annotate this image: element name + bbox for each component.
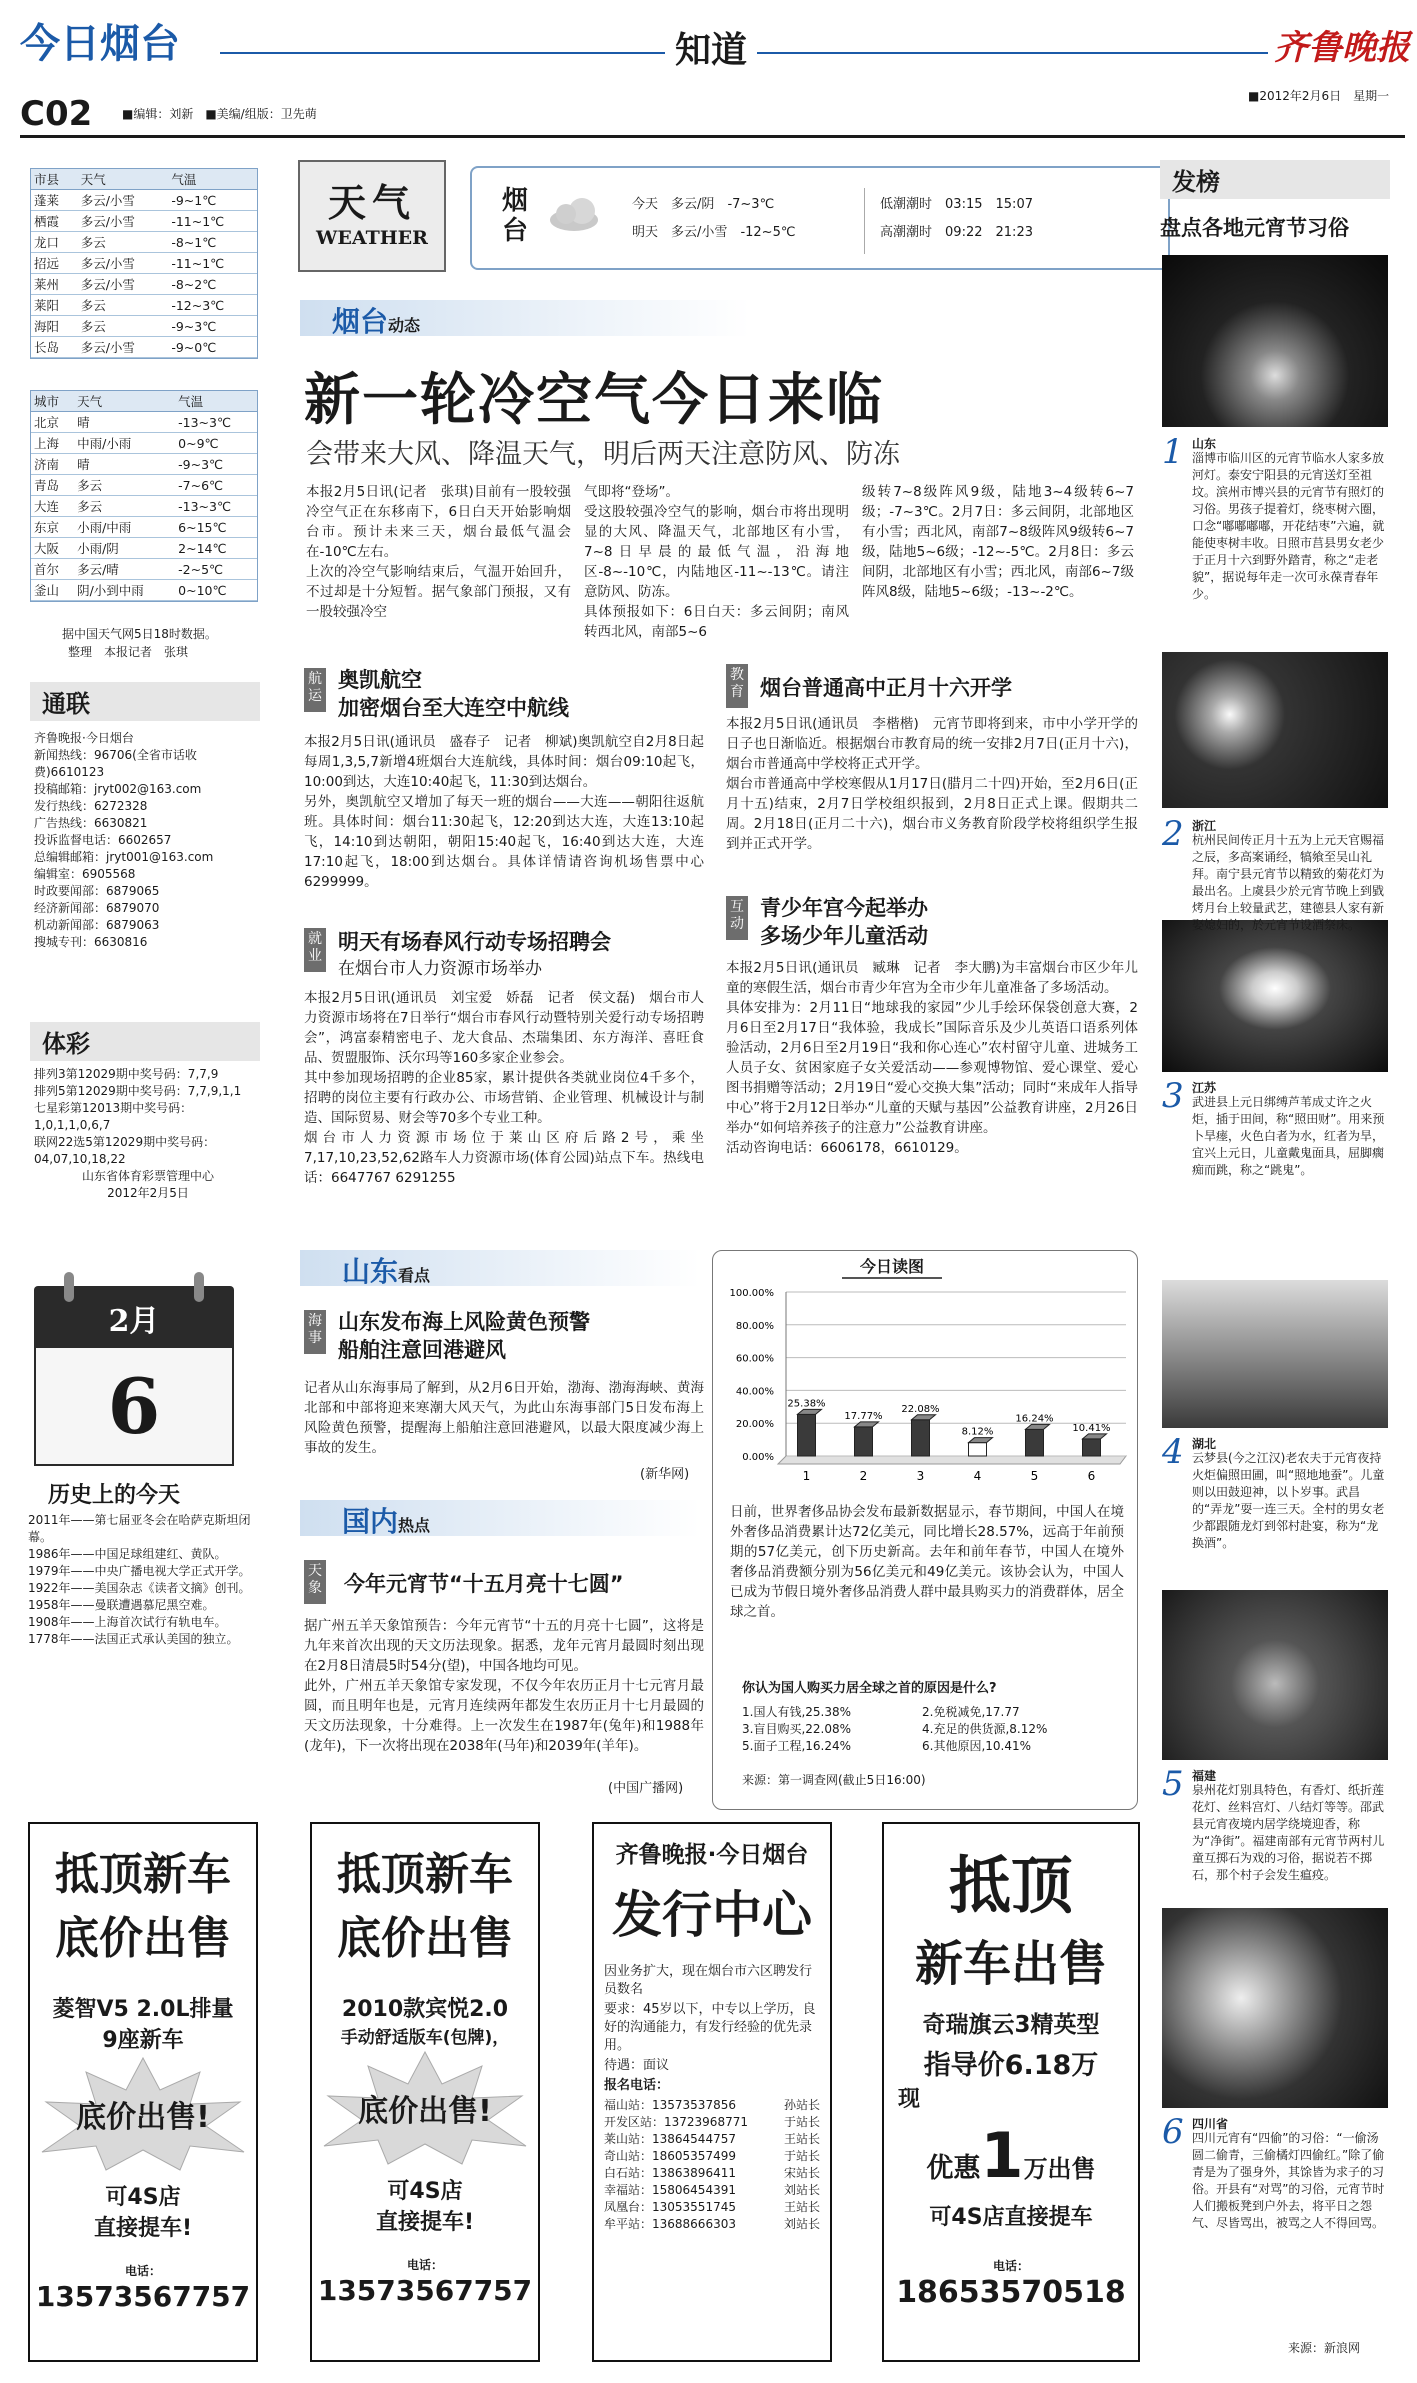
weather-city-table [30,168,258,359]
ad-requirements: 要求：45岁以下，中专以上学历，良好的沟通能力，有发行经验的优先录用。 [604,2002,816,2053]
poll-option: 6.其他原因,10.41% [922,1739,1032,1753]
weather-panel: 烟台 今天 多云/阴 -7~3℃ 明天 多云/小雪 -12~5℃ 低潮潮时 03:15 15:07 高潮潮时 09:22 21:23 [470,166,1170,270]
job-body: 本报2月5日讯(通讯员 刘宝爱 娇磊 记者 侯文磊) 烟台市人力资源市场将在7日举行“烟台市春风行动暨特别关爱行动专场招聘会”，鸿富泰精密电子、龙大食品、杰瑞集团、东方海洋、喜旺食品、贺盟服饰、沃尔玛等160多家企业参会。 其中参加现场招聘的企业85家，累计提供各类就业岗位4千多个，招聘的岗位主要有行政办公、市场营销、企业管理、机械设计与制造、国际贸易、财会等70多个专业工种。 烟台市人力资源市场位于莱山区府后路2号，乘坐7,17,10,23,52,62路车人力资源市场(体育公园)站点下车。热线电话：6647767 6291255 [304,990,704,1186]
ad-distribution[interactable] [592,1822,832,2362]
aviation-body: 本报2月5日讯(通讯员 盛春子 记者 柳斌)奥凯航空自2月8日起每周1,3,5,7新增4班烟台大连航线，具体时间：烟台09:10起飞，10:00到达，大连10:40起飞，11:30到达烟台。 另外，奥凯航空又增加了每天一班的烟台——大连——朝阳往返航班。具体时间：烟台11:30起飞，12:20到达大连，大连13:10起飞，14:10到达朝阳，朝阳15:40起飞，16:40到达大连，大连17:10起飞，18:00到达烟台。具体详情请咨询机场售票中心6299999。 [304,734,704,890]
calendar-widget [34,1272,234,1468]
photo-4 [1162,1280,1388,1428]
photo-3 [1162,920,1388,1072]
burst-badge [312,2048,538,2166]
chart-title: 今日读图 [842,1254,942,1279]
section-title: 知道 [665,22,757,73]
lottery-title: 体彩 [30,1022,260,1061]
table-row: 东京 小雨/中雨 6~15℃ [31,517,257,538]
chart-data-label: 17.77% [844,1410,883,1422]
item-number: 6 [1162,2112,1184,2152]
aviation-title-2: 加密烟台至大连空中航线 [338,696,569,720]
custom-item-2 [1162,814,1390,932]
contact-line: 编辑室：6905568 [34,867,136,881]
photo-2 [1162,652,1388,808]
section-shandong-a: 山东 [342,1255,399,1288]
ad-line: 抵顶新车 [337,1849,513,1900]
fabang-source: 来源：新浪网 [1288,2341,1361,2355]
table-row: 龙口 多云 -8~1℃ [31,232,257,253]
ad-line: 新车出售 [914,1936,1107,1992]
col-header: 气温 [168,169,257,190]
ad-intro: 因业务扩大，现在烟台市六区聘发行员数名 [604,1964,813,1997]
table-row: 海阳 多云 -9~3℃ [31,316,257,337]
chart-bar-top [969,1438,993,1443]
fabang-subtitle: 盘点各地元宵节习俗 [1160,216,1349,240]
chart-data-label: 10.41% [1072,1422,1111,1434]
tomorrow-label: 明天 [632,225,659,240]
station-row: 莱山站：13864544757 王站长 [604,2132,820,2146]
brand-logo: 齐鲁晚报 [1268,20,1410,69]
col-header: 天气 [74,391,175,412]
history-item: 1778年——法国正式承认美国的独立。 [28,1632,239,1646]
contacts-title: 通联 [30,682,260,721]
lead-col1: 本报2月5日讯(记者 张琪)目前有一股较强冷空气正在东移南下，6日白天开始影响烟台市。预计未来三天，烟台最低气温会在-10℃左右。 上次的冷空气影响结束后，气温开始回升，不过却是十分短暂。据气象部门预报，又有一股较强冷空 [306,484,571,620]
item-province: 浙江 [1192,819,1217,833]
poll-option: 1.国人有钱,25.38% [742,1705,852,1719]
table-row: 首尔 多云/晴 -2~5℃ [31,559,257,580]
table-row: 济南 晴 -9~3℃ [31,454,257,475]
weather-source: 据中国天气网5日18时数据。 [62,627,217,641]
item-number: 4 [1162,1432,1184,1472]
custom-item-6 [1162,2112,1390,2334]
station-row: 幸福站：15806454391 刘站长 [604,2183,820,2197]
photo-5 [1162,1590,1388,1760]
chart-bar [798,1414,816,1456]
table-row: 大阪 小雨/阴 2~14℃ [31,538,257,559]
lead-col2: 气即将“登场”。 受这股较强冷空气的影响，烟台市将出现明显的大风、降温天气，北部地区有小雪，7~8日早晨的最低气温，沿海地区-8~-10℃，内陆地区-11~-13℃。请注意防风、防冻。 具体预报如下：6日白天：多云间阴；南风转西北风，南部5~6 [584,484,849,640]
sea-source: (新华网) [640,1467,690,1482]
job-title-1: 明天有场春风行动专场招聘会 [338,930,611,954]
history-item: 1908年——上海首次试行有轨电车。 [28,1615,227,1629]
edu-body: 本报2月5日讯(通讯员 李楷楷) 元宵节即将到来，市中小学开学的日子也日渐临近。根据烟台市教育局的统一安排2月7日(正月十六)，烟台市普通高中学校将正式开学。 烟台市普通高中学校寒假从1月17日(腊月二十四)开始，至2月6日(正月十五)结束，2月7日学校组织报到，2月8日正式上课。假期共二周。2月18日(正月二十六)，烟台市义务教育阶段学校将组织学生报到并正式开学。 [726,716,1138,852]
item-province: 江苏 [1192,1081,1217,1095]
weather-credit: 整理 本报记者 张琪 [68,645,189,659]
ad-line: 抵顶新车 [55,1849,231,1900]
custom-item-1 [1162,432,1390,638]
lottery-line: 联网22选5第12029期中奖号码：04,07,10,18,22 [34,1135,216,1166]
ad-line: 9座新车 [102,2028,184,2053]
ad-tel-label: 电话： [124,2264,161,2278]
chart-data-label: 22.08% [901,1403,940,1415]
chart-bar [1026,1429,1044,1456]
today-temp: -7~3℃ [727,197,775,212]
section-yantai-b: 动态 [388,316,421,335]
tag-interactive: 互动 [726,896,748,940]
table-row: 釜山 阴/小到中雨 0~10℃ [31,580,257,601]
station-row: 奇山站：18605357499 于站长 [604,2149,820,2163]
history-item: 1958年——曼联遭遇慕尼黑空难。 [28,1598,215,1612]
weather-label-en: WEATHER [316,227,428,249]
col-header: 市县 [31,169,78,190]
tomorrow-weather: 多云/小雪 [671,225,728,240]
station-row: 凤凰台：13053551745 王站长 [604,2200,820,2214]
chart-y-tick: 80.00% [735,1320,774,1332]
lottery-line: 七星彩第12013期中奖号码：1,0,1,1,0,6,7 [34,1101,193,1132]
table-row: 长岛 多云/小雪 -9~0℃ [31,337,257,358]
item-province: 四川省 [1192,2117,1229,2131]
calendar-day: 6 [107,1362,161,1451]
contact-line: 时政要闻部：6879065 [34,884,160,898]
ad-line: 手动舒适版车(包牌)， [340,2028,510,2048]
top-rule [20,135,1405,138]
item-number: 5 [1162,1764,1184,1804]
cloud-icon [546,196,610,232]
section-guonei [300,1500,700,1536]
station-row: 福山站：13573537856 孙站长 [604,2098,820,2112]
ad-line: 可4S店直接提车 [929,2205,1093,2230]
weather-label-cn: 天气 [327,180,416,225]
station-row: 白石站：13863896411 宋站长 [604,2166,820,2180]
sea-title-1: 山东发布海上风险黄色预警 [338,1310,590,1334]
tag-job: 就业 [304,928,326,972]
lottery-list [34,1066,262,1202]
ad-line: 底价出售 [337,1913,513,1964]
item-text: 云梦县(今之江汉)老农夫于元宵夜持火炬偏照田圃，叫“照地地蚕”。儿童则以田鼓迎神，以卜岁事。武昌的“弄龙”耍一连三天。全村的男女老少都跟随龙灯到邻村赴宴，称为“龙换酒”。 [1192,1451,1385,1550]
contact-line: 投稿邮箱：jryt002@163.com [34,782,202,796]
ad-line: 可4S店 [387,2179,463,2204]
history-item: 1979年——中央广播电视大学正式开学。 [28,1564,251,1578]
edu-title: 烟台普通高中正月十六开学 [760,676,1012,700]
col-header: 气温 [175,391,257,412]
table-row: 莱阳 多云 -12~3℃ [31,295,257,316]
photo-1 [1162,255,1388,427]
poll-question: 你认为国人购买力居全球之首的原因是什么? [742,1681,997,1696]
section-guonei-a: 国内 [342,1505,399,1538]
ad-line: 2010款宾悦2.0 [341,1997,509,2022]
ad-distribution-title: 齐鲁晚报·今日烟台 [615,1842,809,1868]
title-rule [220,52,1320,54]
chart-x-tick: 2 [859,1469,868,1483]
contact-line: 投诉监督电话：6602657 [34,833,172,847]
contact-line: 搜城专刊：6630816 [34,935,148,949]
table-row: 莱州 多云/小雪 -8~2℃ [31,274,257,295]
ad-tel-label: 电话： [406,2258,443,2272]
item-province: 福建 [1192,1769,1217,1783]
ad-car-3[interactable] [882,1822,1140,2362]
lottery-line: 排列3第12029期中奖号码：7,7,9 [34,1067,219,1081]
section-shandong [300,1250,700,1286]
masthead [0,0,1417,134]
tag-education: 教育 [726,664,748,708]
weather-nation-table [30,390,258,602]
item-number: 2 [1162,814,1184,854]
table-row: 青岛 多云 -7~6℃ [31,475,257,496]
item-text: 杭州民间传正月十五为上元天官赐福之辰，多高案诵经，犒飨至吴山礼拜。南宁县元宵节以精致的菊花灯为最出名。上虞县少於元宵节晚上到戥烤月台上较量武艺，建德县人家有新娶媳妇的，於元宵节设酒祭床。 [1192,833,1385,932]
table-row: 招远 多云/小雪 -11~1℃ [31,253,257,274]
chart-y-tick: 40.00% [735,1386,774,1398]
chart-bar-top [1083,1434,1107,1439]
chart-bar [1083,1439,1101,1456]
section-yantai-a: 烟台 [332,305,389,338]
item-text: 四川元宵有“四偷”的习俗：“一偷汤圆二偷青，三偷橘灯四偷红。”除了偷青是为了强身外，其馀皆为求子的习俗。开县有“对骂”的习俗，元宵节时人们搬板凳到户外去，将平日之怨气、尽皆骂出，被骂之人不得回骂。 [1192,2131,1385,2230]
ad-line: 现 [898,2087,921,2112]
lottery-date: 2012年2月5日 [107,1186,189,1200]
astro-source: (中国广播网) [608,1781,684,1796]
today-label: 今天 [632,197,659,212]
section-yantai [300,300,750,336]
ad-line: 底价出售 [55,1913,231,1964]
custom-item-3 [1162,1076,1390,1290]
chart-x-tick: 5 [1030,1469,1039,1483]
astro-body: 据广州五羊天象馆预告：今年元宵节“十五的月亮十七圆”，这将是九年来首次出现的天文历法现象。据悉，龙年元宵月最圆时刻出现在2月8日清晨5时54分(望)，中国各地均可见。 此外，广州五羊天象馆专家发现，不仅今年农历正月十七元宵月最圆，而且明年也是，元宵月连续两年都发生农历正月十七月最圆的天文历法现象，十分难得。上一次发生在1987年(兔年)和1988年(龙年)，下一次将出现在2038年(马年)和2039年(羊年)。 [304,1618,704,1754]
table-row: 蓬莱 多云/小雪 -9~1℃ [31,190,257,211]
ad-phone: 13573567757 [317,2274,533,2307]
history-item: 2011年——第七届亚冬会在哈萨克斯坦闭幕。 [28,1513,251,1544]
act-title-2: 多场少年儿童活动 [760,924,928,948]
history-item: 1922年——美国杂志《读者文摘》创刊。 [28,1581,251,1595]
chart-bar-top [855,1422,879,1427]
page-number: C02 [20,94,93,134]
aviation-title-1: 奥凯航空 [338,668,422,692]
section-shandong-b: 看点 [398,1266,431,1285]
chart-bar [855,1427,873,1456]
chart-x-tick: 3 [916,1469,925,1483]
lottery-org: 山东省体育彩票管理中心 [81,1169,214,1183]
ad-car-2[interactable] [310,1822,540,2362]
item-text: 泉州花灯别具特色，有香灯、纸折莲花灯、丝料宫灯、八结灯等等。邵武县元宵夜境内居学绕境迎香，称为“净街”。福建南部有元宵节两村儿童互掷石为戏的习俗，据说若不掷石，那个村子会发生瘟疫。 [1192,1783,1385,1882]
lead-subhead: 会带来大风、降温天气，明后两天注意防风、防冻 [306,439,900,470]
poll-option: 3.盲目购买,22.08% [742,1722,852,1736]
chart-svg [716,1278,1134,1498]
contact-line: 机动新闻部：6879063 [34,918,160,932]
chart-y-tick: 60.00% [735,1353,774,1365]
contact-line: 新闻热线：96706(全省市话收费)6610123 [34,748,197,779]
tide-low: 低潮潮时 [880,197,933,212]
item-province: 山东 [1192,437,1217,451]
contact-line: 广告热线：6630821 [34,816,148,830]
tag-maritime: 海事 [304,1310,326,1354]
editors: ■编辑：刘新 ■美编/组版：卫先萌 [122,107,317,121]
ad-distribution-headline: 发行中心 [612,1886,812,1944]
region-title: 今日烟台 [20,21,180,67]
ad-line: 抵顶 [948,1849,1073,1922]
ad-line: 菱智V5 2.0L排量 [52,1997,234,2022]
chart-bar-top [1026,1424,1050,1429]
custom-item-5 [1162,1764,1390,1918]
section-guonei-b: 热点 [398,1516,431,1535]
ad-burst-text: 底价出售! [358,2094,492,2129]
table-row: 上海 中雨/小雨 0~9℃ [31,433,257,454]
custom-item-4 [1162,1432,1390,1600]
ad-discount: 优惠1万出售 [926,2119,1096,2192]
poll-option: 2.免税减免,17.77 [922,1705,1020,1719]
tide-high: 高潮潮时 [880,225,933,240]
lead-col3: 级转7~8级阵风9级，陆地3~4级转6~7级；-7~3℃。2月7日：多云间阴，北部地区有小雪；西北风，南部7~8级阵风9级转6~7级，陆地5~6级；-12~-5℃。2月8日：多云间阴，北部地区有小雪；西北风，南部6~7级阵风8级，陆地5~6级；-13~-2℃。 [862,484,1134,600]
chart-floor [778,1456,1126,1464]
contacts-list [34,730,264,951]
tomorrow-temp: -12~5℃ [740,225,796,240]
poll-options [742,1704,1122,1755]
tag-aviation: 航运 [304,668,326,712]
table-row: 北京 晴 -13~3℃ [31,412,257,433]
history-list [28,1512,260,1648]
ad-pay: 待遇：面议 [604,2058,670,2073]
ad-phone: 13573567757 [35,2280,251,2313]
sea-title-2: 船舶注意回港避风 [338,1338,506,1362]
col-header: 城市 [31,391,74,412]
ad-line: 可4S店 [105,2185,181,2210]
item-number: 3 [1162,1076,1184,1116]
item-text: 武进县上元日绑缚芦苇成丈许之火炬，插于田间，称“照田财”。用来预卜旱瘗，火色白者为水，红者为旱，宜兴上元日，儿童戴鬼面具，屈脚瘸痴而跳，称之“跳鬼”。 [1192,1095,1385,1177]
chart-bar-top [798,1409,822,1414]
photo-6 [1162,1908,1388,2108]
date: ■2012年2月6日 星期一 [1248,89,1390,103]
ad-phone: 18653570518 [896,2275,1126,2310]
fabang-title: 发榜 [1160,160,1390,199]
ad-car-1[interactable] [28,1822,258,2362]
astro-title: 今年元宵节“十五月亮十七圆” [344,1572,624,1596]
station-row: 牟平站：13688666303 刘站长 [604,2217,820,2231]
chart-data-label: 16.24% [1015,1413,1054,1425]
contact-line: 经济新闻部：6879070 [34,901,160,915]
contact-line: 总编辑邮箱：jryt001@163.com [34,850,214,864]
ad-tel-title: 报名电话： [604,2078,670,2093]
chart-bar [969,1443,987,1456]
weather-city: 烟台 [502,186,529,246]
chart-data-label: 8.12% [961,1426,994,1438]
act-body: 本报2月5日讯(通讯员 臧琳 记者 李大鹏)为丰富烟台市区少年儿童的寒假生活，烟台市青少年宫为全市少年儿童准备了多场活动。 具体安排为：2月11日“地球我的家园”少儿手绘环保袋创意大赛，2月6日至2月17日“我体验，我成长”国际音乐及少儿英语口语系列体验活动，2月6日至2月19日“我和你心连心”农村留守儿童、进城务工人员子女、贫困家庭子女关爱活动——参观博物馆、爱心课堂、爱心图书捐赠等活动；2月19日“爱心交换大集”活动；同时“来成年人指导中心”将于2月12日举办“儿童的天赋与基因”公益教育讲座，2月26日举办“如何培养孩子的注意力”公益教育讲座。 活动咨询电话：6606178，6610129。 [726,960,1138,1156]
ad-line: 指导价6.18万 [923,2050,1099,2081]
station-row: 开发区站：13723968771 于站长 [604,2115,820,2129]
sea-body: 记者从山东海事局了解到，从2月6日开始，渤海、渤海海峡、黄海北部和中部将迎来寒潮大风天气，为此山东海事部门5日发布海上风险黄色预警，提醒海上船舶注意回港避风，以最大限度减少海上事故的发生。 [304,1380,704,1456]
lottery-line: 排列5第12029期中奖号码：7,7,9,1,1 [34,1084,242,1098]
ad-line: 奇瑞旗云3精英型 [922,2012,1100,2038]
calendar-month: 2月 [108,1304,160,1339]
job-title-2: 在烟台市人力资源市场举办 [338,959,542,979]
poll-option: 4.充足的供货源,8.12% [922,1722,1048,1736]
item-text: 淄博市临川区的元宵节临水人家多放河灯。泰安宁阳县的元宵送灯至祖坟。滨州市博兴县的元宵节有照灯的习俗。男孩子提着灯，绕枣树六圈，口念“嘟嘟嘟嘟，开花结枣”六遍，就能使枣树丰收。日照市莒县男女老少于正月十六到野外踏青，称之“走老貌”，据说每年走一次可永葆青春年少。 [1192,451,1385,601]
chart-x-tick: 4 [973,1469,982,1483]
chart-paragraph: 日前，世界奢侈品协会发布最新数据显示，春节期间，中国人在境外奢侈品消费累计达72亿美元，同比增长28.57%，远高于年前预期的57亿美元，创下历史新高。去年和前年春节，中国人在境外奢侈品消费额分别为56亿美元和49亿美元。该协会认为，中国人已成为节假日境外奢侈品消费人群中最具购买力的消费群体，居全球之首。 [730,1504,1124,1620]
ad-tel-label: 电话： [992,2259,1029,2273]
tag-astronomy: 天象 [304,1560,326,1604]
chart-bar [912,1420,930,1456]
contact-line: 发行热线：6272328 [34,799,148,813]
ad-burst-text: 底价出售! [76,2100,210,2135]
ad-line: 直接提车! [375,2210,475,2235]
tide-divider [864,188,865,254]
chart-x-tick: 6 [1087,1469,1096,1483]
ad-line: 直接提车! [93,2216,193,2241]
table-row: 大连 多云 -13~3℃ [31,496,257,517]
chart-bar-top [912,1415,936,1420]
contact-line: 齐鲁晚报·今日烟台 [34,731,134,745]
chart-x-tick: 1 [802,1469,811,1483]
chart-y-tick: 20.00% [735,1419,774,1431]
today-weather: 多云/阴 [671,197,715,212]
item-province: 湖北 [1192,1437,1217,1451]
lead-headline: 新一轮冷空气今日来临 [304,368,884,433]
poll-source: 来源：第一调查网(截止5日16:00) [742,1773,926,1787]
burst-badge [30,2054,256,2172]
poll-option: 5.面子工程,16.24% [742,1739,852,1753]
chart-data-label: 25.38% [787,1398,826,1410]
table-row: 栖霞 多云/小雪 -11~1℃ [31,211,257,232]
chart-y-tick: 100.00% [729,1288,774,1299]
weather-label [298,160,446,272]
item-number: 1 [1162,432,1184,472]
history-title: 历史上的今天 [48,1483,181,1508]
chart-y-tick: 0.00% [742,1452,774,1463]
col-header: 天气 [78,169,169,190]
history-item: 1986年——中国足球组建红、黄队。 [28,1547,227,1561]
act-title-1: 青少年宫今起举办 [760,896,928,920]
